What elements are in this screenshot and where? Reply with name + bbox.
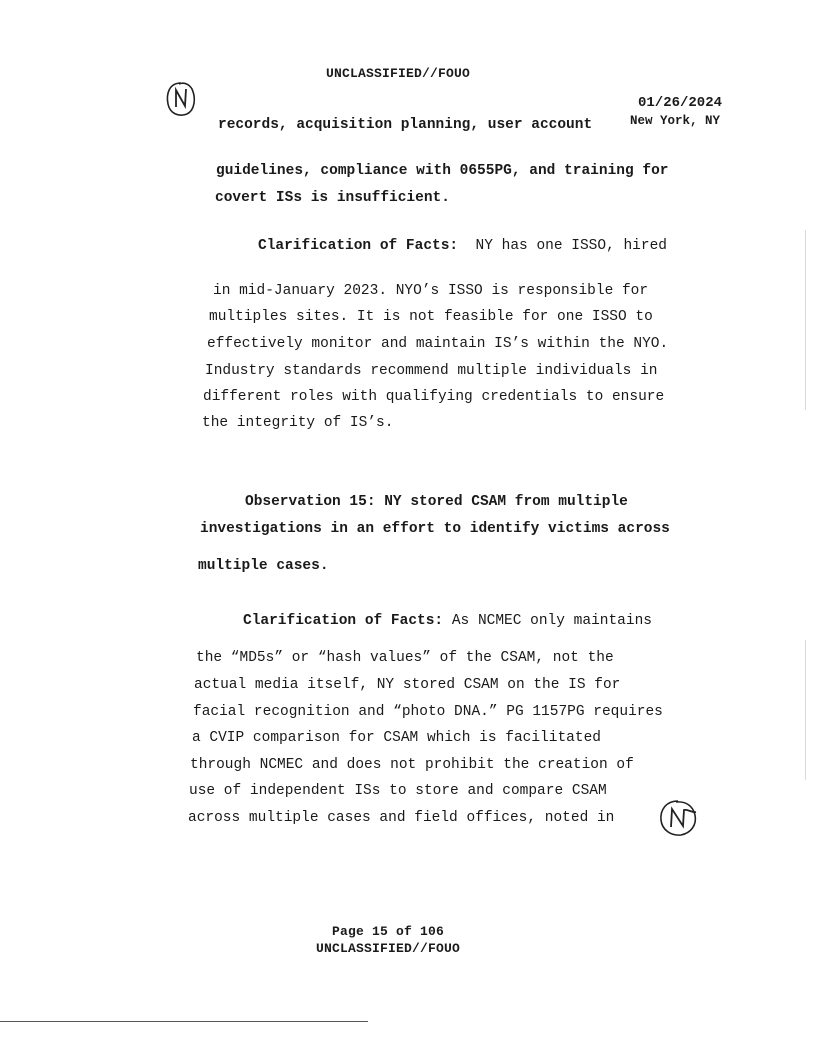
observation-line: multiple cases.	[198, 558, 329, 574]
document-date: 01/26/2024	[637, 95, 722, 111]
clarification-label: Clarification of Facts:	[243, 613, 444, 629]
body-line: different roles with qualifying credentials to ensure	[203, 389, 665, 405]
body-line: facial recognition and “photo DNA.” PG 1157PG requires	[193, 704, 663, 720]
body-line: actual media itself, NY stored CSAM on the IS for	[194, 677, 621, 693]
body-line: guidelines, compliance with 0655PG, and training for	[216, 163, 669, 179]
handwritten-initials-icon	[658, 798, 698, 838]
body-line: the “MD5s” or “hash values” of the CSAM, not the	[196, 650, 614, 666]
handwritten-initials-icon	[165, 80, 197, 118]
body-line: the integrity of IS’s.	[202, 415, 394, 431]
body-line: multiples sites. It is not feasible for one ISSO to	[209, 309, 653, 325]
observation-heading: Observation 15: NY stored CSAM from multiple	[245, 494, 628, 510]
scan-edge-shadow	[805, 230, 806, 410]
body-line: Industry standards recommend multiple individuals in	[205, 363, 658, 379]
top-classification-banner: UNCLASSIFIED//FOUO	[325, 66, 471, 81]
body-line: records, acquisition planning, user account	[218, 117, 593, 133]
page-number: Page 15 of 106	[331, 924, 445, 939]
clarification-text: NY has one ISSO, hired	[475, 238, 667, 254]
body-line: through NCMEC and does not prohibit the creation of	[190, 757, 634, 773]
scan-edge-shadow	[805, 640, 806, 780]
body-line: effectively monitor and maintain IS’s within the NYO.	[207, 336, 669, 352]
bottom-classification-banner: UNCLASSIFIED//FOUO	[315, 941, 461, 956]
clarification-text: As NCMEC only maintains	[451, 613, 652, 629]
clarification-label: Clarification of Facts:	[258, 238, 459, 254]
scan-edge-line	[0, 1021, 368, 1022]
body-line: covert ISs is insufficient.	[215, 190, 450, 206]
document-location: New York, NY	[629, 114, 720, 128]
body-line: in mid-January 2023. NYO’s ISSO is responsible for	[213, 283, 649, 299]
body-line: use of independent ISs to store and compare CSAM	[189, 783, 607, 799]
body-line: a CVIP comparison for CSAM which is facilitated	[192, 730, 601, 746]
observation-line: investigations in an effort to identify victims across	[200, 521, 670, 537]
clarification-first-line	[258, 238, 667, 254]
clarification-first-line	[243, 613, 652, 629]
body-line: across multiple cases and field offices, noted in	[188, 810, 615, 826]
